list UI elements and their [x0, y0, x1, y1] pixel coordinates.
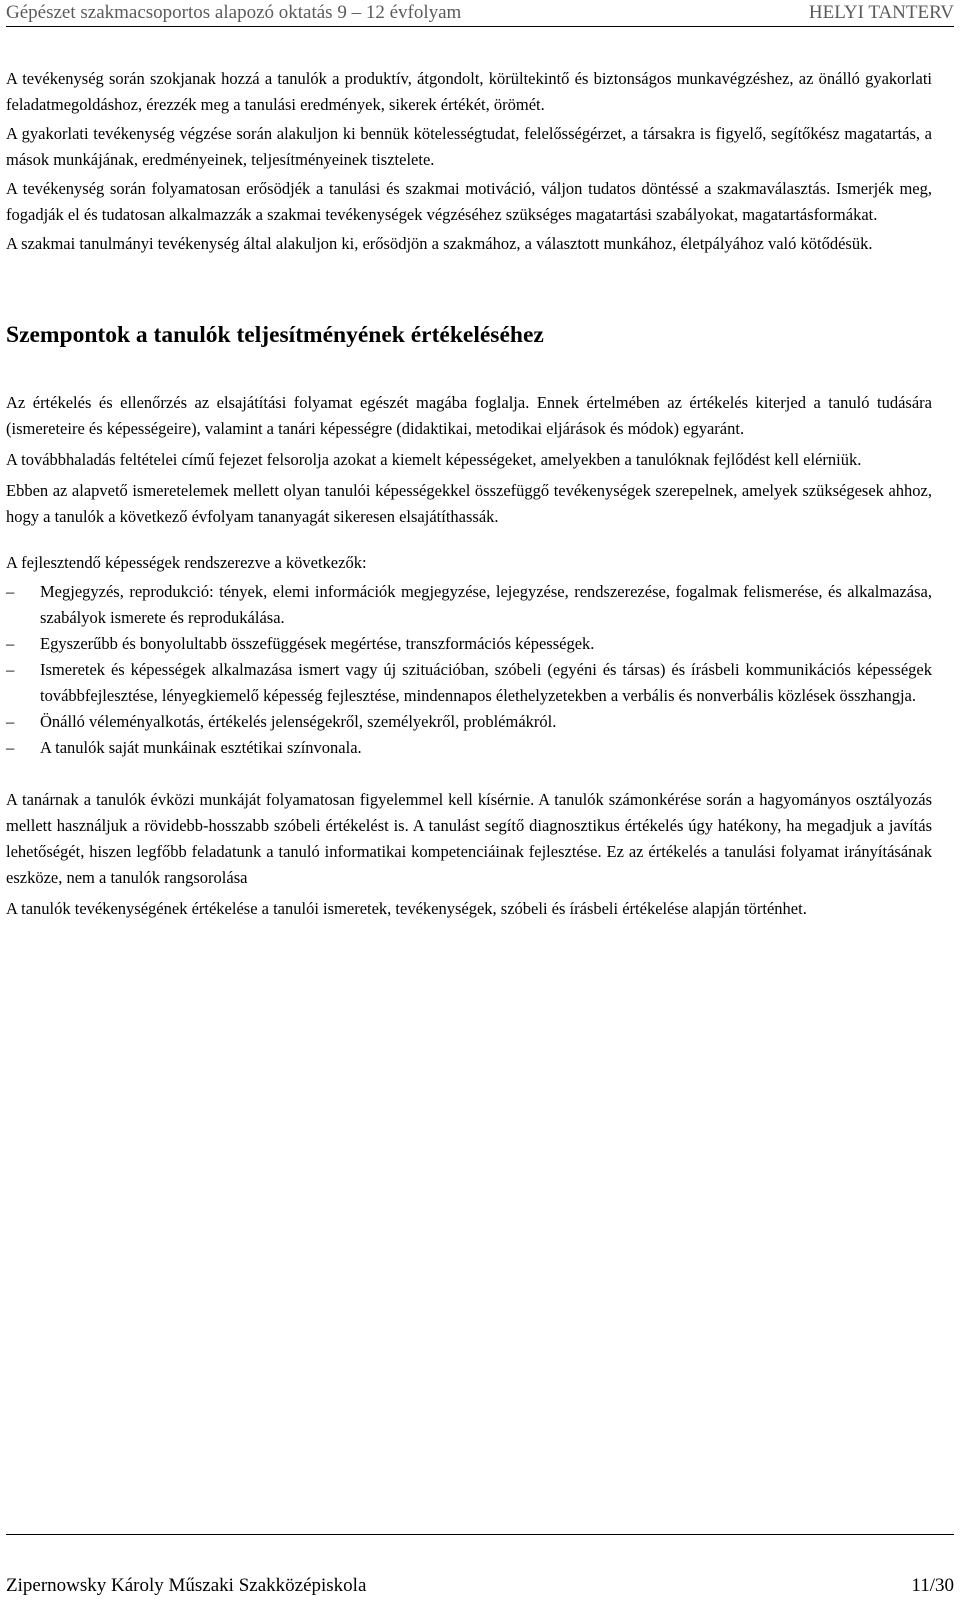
list-intro: A fejlesztendő képességek rendszerezve a következők:	[6, 553, 367, 572]
list-item-text: Egyszerűbb és bonyolultabb összefüggések megértése, transzformációs képességek.	[40, 634, 595, 653]
paragraph: A gyakorlati tevékenység végzése során alakuljon ki bennük kötelességtudat, felelősségérzet, a társakra is figyelő, segítőkész magatartás, a mások munkájának, eredményeinek, teljesítményeinek tisztelete.	[6, 124, 932, 169]
dash-marker: –	[6, 634, 15, 653]
paragraph: Az értékelés és ellenőrzés az elsajátítási folyamat egészét magába foglalja. Ennek értelmében az értékelés kiterjed a tanuló tudására (ismereteire és képességeire), valamint a tanári képességre (didaktikai, metodikai eljárások és módok) egyaránt.	[6, 393, 932, 438]
footer-school-name: Zipernowsky Károly Műszaki Szakközépiskola	[6, 1575, 367, 1596]
skills-list	[6, 579, 932, 761]
page-header	[6, 0, 954, 27]
paragraph: Ebben az alapvető ismeretelemek mellett olyan tanulói képességekkel összefüggő tevékenységek szerepelnek, amelyek szükségesek ahhoz, hogy a tanulók a következő évfolyam tananyagát sikeresen elsajátíthassák.	[6, 481, 932, 526]
header-title: Gépészet szakmacsoportos alapozó oktatás 9 – 12 évfolyam	[6, 2, 462, 23]
paragraph: A tevékenység során szokjanak hozzá a tanulók a produktív, átgondolt, körültekintő és biztonságos munkavégzéshez, az önálló gyakorlati feladatmegoldáshoz, érezzék meg a tanulási eredmények, sikerek értékét, örömét.	[6, 69, 932, 114]
page-number: 11/30	[911, 1575, 954, 1596]
page-footer	[6, 1574, 954, 1598]
paragraph: A tanárnak a tanulók évközi munkáját folyamatosan figyelemmel kell kísérnie. A tanulók számonkérése során a hagyományos osztályozás mellett használjuk a rövidebb-hosszabb szóbeli értékelést is. A tanulást segítő diagnosztikus értékelés úgy hatékony, ha megadjuk a javítás lehetőségét, hiszen legfőbb feladatunk a tanuló informatikai kompetenciáinak fejlesztése. Ez az értékelés a tanulási folyamat irányításának eszköze, nem a tanulók rangsorolása	[6, 790, 932, 887]
dash-marker: –	[6, 582, 15, 601]
list-item-text: Önálló véleményalkotás, értékelés jelenségekről, személyekről, problémákról.	[40, 712, 557, 731]
page-content	[6, 66, 932, 922]
paragraph: A tanulók tevékenységének értékelése a tanulói ismeretek, tevékenységek, szóbeli és írásbeli értékelése alapján történhet.	[6, 899, 807, 918]
paragraph: A szakmai tanulmányi tevékenység által alakuljon ki, erősödjön a szakmához, a választott munkához, életpályához való kötődésük.	[6, 234, 873, 253]
list-item	[6, 657, 932, 709]
footer-rule	[6, 1534, 954, 1536]
dash-marker: –	[6, 738, 15, 757]
dash-marker: –	[6, 712, 15, 731]
dash-marker: –	[6, 660, 15, 679]
list-item	[6, 631, 932, 657]
list-item	[6, 735, 932, 761]
list-item	[6, 579, 932, 631]
list-item-text: Ismeretek és képességek alkalmazása ismert vagy új szituációban, szóbeli (egyéni és társas) és írásbeli kommunikációs képességek továbbfejlesztése, lényegkiemelő képesség fejlesztése, mindennapos élethelyzetekben a verbális és nonverbális közlések összhangja.	[40, 660, 932, 705]
list-item-text: A tanulók saját munkáinak esztétikai színvonala.	[40, 738, 362, 757]
header-curriculum-label: HELYI TANTERV	[808, 2, 954, 23]
list-item-text: Megjegyzés, reprodukció: tények, elemi információk megjegyzése, lejegyzése, rendszerezése, fogalmak felismerése, és alkalmazása, szabályok ismerete és reprodukálása.	[40, 582, 932, 627]
paragraph: A tevékenység során folyamatosan erősödjék a tanulási és szakmai motiváció, váljon tudatos döntéssé a szakmaválasztás. Ismerjék meg, fogadják el és tudatosan alkalmazzák a szakmai tevékenységek végzéséhez szükséges magatartási szabályokat, magatartásformákat.	[6, 179, 932, 224]
list-item	[6, 709, 932, 735]
paragraph: A továbbhaladás feltételei című fejezet felsorolja azokat a kiemelt képességeket, amelyekben a tanulóknak fejlődést kell elérniük.	[6, 450, 862, 469]
section-heading: Szempontok a tanulók teljesítményének értékeléséhez	[6, 322, 544, 348]
